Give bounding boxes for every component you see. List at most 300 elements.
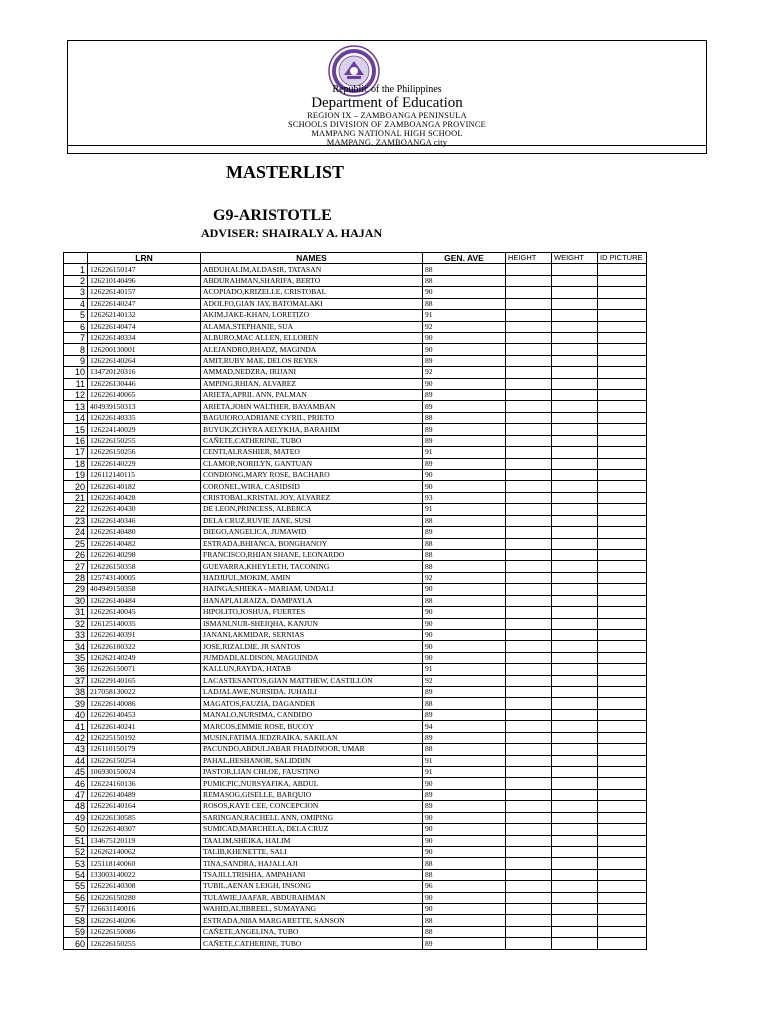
table-row: [64, 812, 647, 823]
lrn-cell: 126225150192: [88, 732, 201, 743]
table-row: [64, 355, 647, 366]
row-number: 39: [64, 698, 88, 709]
table-row: [64, 607, 647, 618]
id-picture-cell: [598, 732, 647, 743]
row-number: 21: [64, 492, 88, 503]
table-row: [64, 378, 647, 389]
name-cell: SUMICAD,MARCHELA, DELA CRUZ: [201, 824, 423, 835]
row-number: 40: [64, 709, 88, 720]
lrn-cell: 126226100322: [88, 641, 201, 652]
region-line: REGION IX – ZAMBOANGA PENINSULA: [307, 111, 467, 120]
table-row: [64, 504, 647, 515]
id-picture-cell: [598, 298, 647, 309]
row-number: 22: [64, 504, 88, 515]
lrn-cell: 126226150086: [88, 926, 201, 937]
height-cell: [506, 744, 552, 755]
height-cell: [506, 846, 552, 857]
name-cell: ABDURAHMAN,SHARIFA, BERTO: [201, 275, 423, 286]
id-picture-cell: [598, 458, 647, 469]
row-number: 57: [64, 904, 88, 915]
name-cell: MAGATOS,FAUZIA, DAGANDER: [201, 698, 423, 709]
id-picture-cell: [598, 698, 647, 709]
table-row: [64, 424, 647, 435]
id-picture-cell: [598, 470, 647, 481]
id-picture-cell: [598, 675, 647, 686]
name-cell: AMMAD,NEDZRA, IRIJANI: [201, 367, 423, 378]
id-picture-cell: [598, 846, 647, 857]
gen-ave-cell: 89: [423, 527, 506, 538]
height-cell: [506, 310, 552, 321]
id-picture-cell: [598, 287, 647, 298]
weight-cell: [552, 846, 598, 857]
id-picture-cell: [598, 504, 647, 515]
row-number: 17: [64, 447, 88, 458]
lrn-cell: 126110150179: [88, 744, 201, 755]
weight-cell: [552, 447, 598, 458]
height-cell: [506, 869, 552, 880]
id-picture-cell: [598, 709, 647, 720]
height-cell: [506, 572, 552, 583]
name-cell: KALLUN,RAYDA, HATAB: [201, 664, 423, 675]
weight-cell: [552, 709, 598, 720]
table-row: [64, 766, 647, 777]
height-cell: [506, 629, 552, 640]
gen-ave-cell: 89: [423, 355, 506, 366]
lrn-cell: 126226140264: [88, 355, 201, 366]
weight-cell: [552, 458, 598, 469]
lrn-cell: 126226140086: [88, 698, 201, 709]
row-number: 9: [64, 355, 88, 366]
height-cell: [506, 332, 552, 343]
weight-cell: [552, 344, 598, 355]
height-cell: [506, 275, 552, 286]
gen-ave-cell: 88: [423, 412, 506, 423]
id-picture-cell: [598, 332, 647, 343]
table-row: [64, 458, 647, 469]
table-row: [64, 344, 647, 355]
id-picture-cell: [598, 527, 647, 538]
lrn-cell: 126226140482: [88, 538, 201, 549]
weight-cell: [552, 675, 598, 686]
lrn-cell: 126226140453: [88, 709, 201, 720]
republic-line: Republic of the Philippines: [332, 84, 442, 95]
height-cell: [506, 709, 552, 720]
id-picture-cell: [598, 607, 647, 618]
weight-cell: [552, 618, 598, 629]
gen-ave-cell: 90: [423, 812, 506, 823]
name-cell: TAALIM,SHEIKA, HALIM: [201, 835, 423, 846]
gen-ave-cell: 91: [423, 310, 506, 321]
height-cell: [506, 515, 552, 526]
lrn-cell: 126262140132: [88, 310, 201, 321]
table-row: [64, 321, 647, 332]
name-cell: TUBIL,AENAN LEIGH, INSONG: [201, 881, 423, 892]
name-cell: CAÑETE,ANGELINA, TUBO: [201, 926, 423, 937]
row-number: 31: [64, 607, 88, 618]
name-cell: MUSIN,FATIMA JEDZRAIKA, SAKILAN: [201, 732, 423, 743]
lrn-cell: 126224140029: [88, 424, 201, 435]
id-picture-cell: [598, 344, 647, 355]
row-number: 30: [64, 595, 88, 606]
row-number: 14: [64, 412, 88, 423]
height-cell: [506, 492, 552, 503]
height-cell: [506, 938, 552, 949]
height-cell: [506, 652, 552, 663]
table-row: [64, 801, 647, 812]
table-row: [64, 390, 647, 401]
gen-ave-cell: 89: [423, 435, 506, 446]
id-picture-cell: [598, 355, 647, 366]
id-picture-cell: [598, 492, 647, 503]
row-number: 12: [64, 390, 88, 401]
id-picture-cell: [598, 824, 647, 835]
name-cell: MARCOS,EMMIE ROSE, BUCOY: [201, 721, 423, 732]
lrn-cell: 125118140060: [88, 858, 201, 869]
weight-cell: [552, 355, 598, 366]
name-cell: HAINGA,SHIEKA - MARIAM, UNDALI: [201, 584, 423, 595]
table-row: [64, 629, 647, 640]
weight-cell: [552, 869, 598, 880]
gen-ave-cell: 91: [423, 504, 506, 515]
name-cell: PACUNDO,ABDULJABAR FHADJNOOR, UMAR: [201, 744, 423, 755]
gen-ave-cell: 88: [423, 698, 506, 709]
weight-cell: [552, 652, 598, 663]
name-cell: ALAMA,STEPHANIE, SUA: [201, 321, 423, 332]
row-number: 54: [64, 869, 88, 880]
gen-ave-cell: 88: [423, 858, 506, 869]
weight-cell: [552, 264, 598, 275]
weight-cell: [552, 470, 598, 481]
table-row: [64, 892, 647, 903]
col-header-names: NAMES: [201, 253, 423, 264]
id-picture-cell: [598, 687, 647, 698]
row-number: 25: [64, 538, 88, 549]
gen-ave-cell: 88: [423, 595, 506, 606]
row-number: 45: [64, 766, 88, 777]
gen-ave-cell: 91: [423, 664, 506, 675]
lrn-cell: 126226140298: [88, 549, 201, 560]
height-cell: [506, 915, 552, 926]
lrn-cell: 126226140489: [88, 789, 201, 800]
gen-ave-cell: 91: [423, 447, 506, 458]
name-cell: TSAJILI,TRISHIA, AMPAHANI: [201, 869, 423, 880]
height-cell: [506, 549, 552, 560]
id-picture-cell: [598, 549, 647, 560]
gen-ave-cell: 90: [423, 778, 506, 789]
lrn-cell: 126226150147: [88, 264, 201, 275]
table-header-row: [64, 253, 647, 264]
weight-cell: [552, 595, 598, 606]
row-number: 47: [64, 789, 88, 800]
height-cell: [506, 607, 552, 618]
table-row: [64, 846, 647, 857]
weight-cell: [552, 549, 598, 560]
col-header-height: HEIGHT: [506, 253, 552, 264]
row-number: 58: [64, 915, 88, 926]
weight-cell: [552, 766, 598, 777]
row-number: 8: [64, 344, 88, 355]
height-cell: [506, 538, 552, 549]
id-picture-cell: [598, 310, 647, 321]
id-picture-cell: [598, 515, 647, 526]
id-picture-cell: [598, 812, 647, 823]
weight-cell: [552, 938, 598, 949]
weight-cell: [552, 572, 598, 583]
name-cell: ARIETA,APRIL ANN, PALMAN: [201, 390, 423, 401]
table-row: [64, 824, 647, 835]
id-picture-cell: [598, 538, 647, 549]
lrn-cell: 126226150255: [88, 435, 201, 446]
id-picture-cell: [598, 641, 647, 652]
table-row: [64, 732, 647, 743]
table-row: [64, 755, 647, 766]
weight-cell: [552, 390, 598, 401]
name-cell: JANANI,AKMIDAR, SERNIAS: [201, 629, 423, 640]
name-cell: ABDUHALIM,ALDASIR, TATASAN: [201, 264, 423, 275]
height-cell: [506, 458, 552, 469]
height-cell: [506, 470, 552, 481]
gen-ave-cell: 92: [423, 321, 506, 332]
name-cell: HANAPI,ALRAIZA, DAMPAYLA: [201, 595, 423, 606]
gen-ave-cell: 88: [423, 915, 506, 926]
table-row: [64, 470, 647, 481]
name-cell: LADJALAWE,NURSIDA, JUHAILI: [201, 687, 423, 698]
gen-ave-cell: 92: [423, 572, 506, 583]
height-cell: [506, 355, 552, 366]
weight-cell: [552, 629, 598, 640]
weight-cell: [552, 732, 598, 743]
table-row: [64, 367, 647, 378]
height-cell: [506, 664, 552, 675]
weight-cell: [552, 332, 598, 343]
table-row: [64, 332, 647, 343]
height-cell: [506, 698, 552, 709]
lrn-cell: 126226140229: [88, 458, 201, 469]
name-cell: DELA CRUZ,RUVIE JANE, SUSI: [201, 515, 423, 526]
name-cell: CRISTOBAL,KRISTAL JOY, ALVAREZ: [201, 492, 423, 503]
row-number: 13: [64, 401, 88, 412]
lrn-cell: 125743140005: [88, 572, 201, 583]
row-number: 6: [64, 321, 88, 332]
height-cell: [506, 675, 552, 686]
weight-cell: [552, 801, 598, 812]
row-number: 52: [64, 846, 88, 857]
table-row: [64, 264, 647, 275]
lrn-cell: 126226150071: [88, 664, 201, 675]
section-title: G9-ARISTOTLE: [213, 207, 332, 224]
name-cell: CORONEL,WIRA, CASIDSID: [201, 481, 423, 492]
id-picture-cell: [598, 801, 647, 812]
table-row: [64, 310, 647, 321]
table-row: [64, 549, 647, 560]
lrn-cell: 126226140206: [88, 915, 201, 926]
name-cell: CAÑETE,CATHERINE, TUBO: [201, 938, 423, 949]
lrn-cell: 134720120316: [88, 367, 201, 378]
id-picture-cell: [598, 858, 647, 869]
name-cell: ALEJANDRO,RHADZ, MAGINDA: [201, 344, 423, 355]
name-cell: ESTRADA,BHIANCA, BONGHANOY: [201, 538, 423, 549]
name-cell: REMASOG,GISELLE, BARQUIO: [201, 789, 423, 800]
height-cell: [506, 378, 552, 389]
name-cell: AMIT,RUBY MAE, DELOS REYES: [201, 355, 423, 366]
row-number: 53: [64, 858, 88, 869]
name-cell: SARINGAN,RACHELL ANN, OMIPING: [201, 812, 423, 823]
col-header-no: [64, 253, 88, 264]
gen-ave-cell: 92: [423, 675, 506, 686]
lrn-cell: 126631140016: [88, 904, 201, 915]
lrn-cell: 126226140307: [88, 824, 201, 835]
weight-cell: [552, 584, 598, 595]
row-number: 46: [64, 778, 88, 789]
weight-cell: [552, 698, 598, 709]
height-cell: [506, 412, 552, 423]
height-cell: [506, 435, 552, 446]
lrn-cell: 126262140062: [88, 846, 201, 857]
name-cell: JUMDADI,ALDISON, MAGUINDA: [201, 652, 423, 663]
table-row: [64, 675, 647, 686]
masterlist-table: [63, 252, 647, 950]
weight-cell: [552, 412, 598, 423]
row-number: 55: [64, 881, 88, 892]
gen-ave-cell: 90: [423, 641, 506, 652]
row-number: 1: [64, 264, 88, 275]
weight-cell: [552, 892, 598, 903]
name-cell: AKIM,JAKE-KHAN, LORETIZO: [201, 310, 423, 321]
name-cell: PAHAL,HESHANOR, SALIDDIN: [201, 755, 423, 766]
gen-ave-cell: 89: [423, 789, 506, 800]
height-cell: [506, 618, 552, 629]
row-number: 4: [64, 298, 88, 309]
weight-cell: [552, 778, 598, 789]
lrn-cell: 133003140022: [88, 869, 201, 880]
department-title: Department of Education: [311, 95, 463, 111]
table-row: [64, 561, 647, 572]
height-cell: [506, 447, 552, 458]
gen-ave-cell: 91: [423, 755, 506, 766]
name-cell: TINA,SANDRA, HAJALLAJI: [201, 858, 423, 869]
id-picture-cell: [598, 572, 647, 583]
lrn-cell: 217058130022: [88, 687, 201, 698]
gen-ave-cell: 90: [423, 332, 506, 343]
id-picture-cell: [598, 595, 647, 606]
gen-ave-cell: 88: [423, 538, 506, 549]
lrn-cell: 404939150313: [88, 401, 201, 412]
table-row: [64, 481, 647, 492]
lrn-cell: 126226140428: [88, 492, 201, 503]
name-cell: CONDIONG,MARY ROSE, BACHARO: [201, 470, 423, 481]
adviser-line: ADVISER: SHAIRALY A. HAJAN: [201, 226, 383, 240]
id-picture-cell: [598, 390, 647, 401]
row-number: 43: [64, 744, 88, 755]
row-number: 19: [64, 470, 88, 481]
name-cell: GUEVARRA,KHEYLETH, TACONING: [201, 561, 423, 572]
height-cell: [506, 367, 552, 378]
name-cell: PUMICPIC,NURSYAFIKA, ABDUL: [201, 778, 423, 789]
row-number: 35: [64, 652, 88, 663]
gen-ave-cell: 88: [423, 515, 506, 526]
lrn-cell: 126226140480: [88, 527, 201, 538]
gen-ave-cell: 90: [423, 378, 506, 389]
lrn-cell: 126226140474: [88, 321, 201, 332]
name-cell: DIEGO,ANGELICA, JUMAWID: [201, 527, 423, 538]
id-picture-cell: [598, 881, 647, 892]
row-number: 48: [64, 801, 88, 812]
lrn-cell: 134675120119: [88, 835, 201, 846]
height-cell: [506, 721, 552, 732]
height-cell: [506, 789, 552, 800]
height-cell: [506, 390, 552, 401]
row-number: 10: [64, 367, 88, 378]
row-number: 36: [64, 664, 88, 675]
gen-ave-cell: 90: [423, 607, 506, 618]
weight-cell: [552, 515, 598, 526]
weight-cell: [552, 298, 598, 309]
table-row: [64, 287, 647, 298]
name-cell: ARIETA,JOHN WALTHER, BAYAMBAN: [201, 401, 423, 412]
row-number: 3: [64, 287, 88, 298]
gen-ave-cell: 89: [423, 938, 506, 949]
table-row: [64, 721, 647, 732]
height-cell: [506, 881, 552, 892]
weight-cell: [552, 687, 598, 698]
gen-ave-cell: 90: [423, 287, 506, 298]
name-cell: FRANCISCO,RHIAN SHANE, LEONARDO: [201, 549, 423, 560]
table-row: [64, 835, 647, 846]
table-row: [64, 744, 647, 755]
lrn-cell: 126226150256: [88, 447, 201, 458]
id-picture-cell: [598, 447, 647, 458]
row-number: 26: [64, 549, 88, 560]
gen-ave-cell: 90: [423, 344, 506, 355]
id-picture-cell: [598, 869, 647, 880]
table-body: [64, 264, 647, 949]
weight-cell: [552, 538, 598, 549]
name-cell: CENTI,ALRASHIER, MATEO: [201, 447, 423, 458]
lrn-cell: 126226140484: [88, 595, 201, 606]
table-row: [64, 401, 647, 412]
height-cell: [506, 561, 552, 572]
lrn-cell: 126226140346: [88, 515, 201, 526]
table-row: [64, 778, 647, 789]
name-cell: ROSOS,KAYE CEE, CONCEPCION: [201, 801, 423, 812]
id-picture-cell: [598, 766, 647, 777]
height-cell: [506, 732, 552, 743]
height-cell: [506, 298, 552, 309]
id-picture-cell: [598, 652, 647, 663]
gen-ave-cell: 89: [423, 424, 506, 435]
row-number: 28: [64, 572, 88, 583]
weight-cell: [552, 926, 598, 937]
row-number: 41: [64, 721, 88, 732]
id-picture-cell: [598, 435, 647, 446]
weight-cell: [552, 744, 598, 755]
name-cell: AMPING,RHIAN, ALVAREZ: [201, 378, 423, 389]
id-picture-cell: [598, 561, 647, 572]
weight-cell: [552, 275, 598, 286]
id-picture-cell: [598, 321, 647, 332]
lrn-cell: 126226140335: [88, 412, 201, 423]
weight-cell: [552, 378, 598, 389]
height-cell: [506, 812, 552, 823]
id-picture-cell: [598, 629, 647, 640]
weight-cell: [552, 527, 598, 538]
weight-cell: [552, 287, 598, 298]
weight-cell: [552, 424, 598, 435]
height-cell: [506, 687, 552, 698]
id-picture-cell: [598, 412, 647, 423]
table-row: [64, 858, 647, 869]
header-divider: [68, 145, 706, 146]
